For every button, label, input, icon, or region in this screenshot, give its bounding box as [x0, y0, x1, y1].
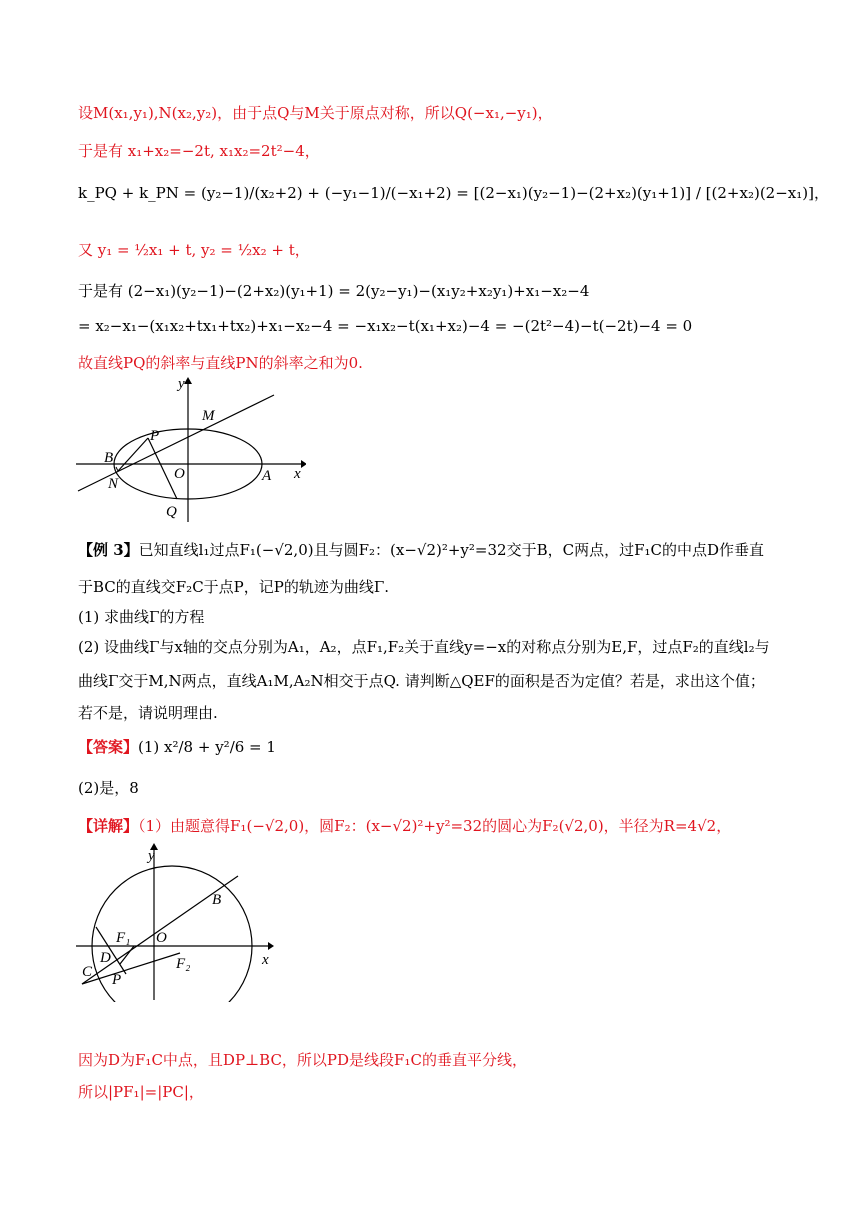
text-line-5: 于是有 (2−x₁)(y₂−1)−(2+x₂)(y₁+1) = 2(y₂−y₁)−(x₁y₂+x₂y₁)+x₁−x₂−4: [78, 282, 590, 300]
question-2-line-3: 若不是，请说明理由.: [78, 704, 218, 722]
question-1: (1) 求曲线Γ的方程: [78, 608, 205, 626]
text-line-6: = x₂−x₁−(x₁x₂+tx₁+tx₂)+x₁−x₂−4 = −x₁x₂−t(x₁+x₂)−4 = −(2t²−4)−t(−2t)−4 = 0: [78, 317, 693, 335]
fig2-label-x: x: [262, 952, 269, 968]
fig1-label-a: A: [262, 468, 272, 484]
fig2-label-b: B: [212, 892, 222, 908]
fig1-label-b: B: [104, 450, 114, 466]
example-3-tag: 【例 3】: [78, 541, 139, 559]
fig1-label-x: x: [294, 466, 301, 482]
fig1-label-y: y: [178, 376, 185, 392]
detail-text: （1）由题意得F₁(−√2,0)，圆F₂：(x−√2)²+y²=32的圆心为F₂(√2,0)，半径为R=4√2，: [138, 817, 732, 835]
fig1-label-q: Q: [166, 504, 177, 520]
formula-slope-sum: k_PQ + k_PN = (y₂−1)/(x₂+2) + (−y₁−1)/(−x₁+2) = [(2−x₁)(y₂−1)−(2+x₂)(y₁+1)] / [(2+x₂)(2−x₁)]，: [78, 184, 829, 202]
example-3-line-1: [78, 540, 764, 560]
circle-figure: [76, 842, 276, 1002]
answer-line-2: (2)是，8: [78, 779, 139, 797]
fig1-label-m: M: [202, 408, 215, 424]
question-2-line-1: (2) 设曲线Γ与x轴的交点分别为A₁，A₂，点F₁,F₂关于直线y=−x的对称点分别为E,F，过点F₂的直线l₂与: [78, 638, 770, 656]
fig1-label-p: P: [150, 428, 160, 444]
example-3-text: 已知直线l₁过点F₁(−√2,0)且与圆F₂：(x−√2)²+y²=32交于B，C两点，过F₁C的中点D作垂直: [138, 541, 764, 559]
question-2-line-2: 曲线Γ交于M,N两点，直线A₁M,A₂N相交于点Q. 请判断△QEF的面积是否为定值？若是，求出这个值；: [78, 672, 765, 690]
conclusion-line: 故直线PQ的斜率与直线PN的斜率之和为0.: [78, 354, 363, 372]
fig2-label-o: O: [156, 930, 167, 946]
fig1-label-n: N: [108, 476, 119, 492]
text-line-2: 于是有 x₁+x₂=−2t, x₁x₂=2t²−4，: [78, 142, 320, 160]
detail-tag: 【详解】: [78, 817, 139, 835]
example-3-line-2: 于BC的直线交F₂C于点P，记P的轨迹为曲线Γ.: [78, 578, 390, 596]
detail-line: [78, 816, 731, 836]
fig2-label-y: y: [148, 848, 155, 864]
answer-tag: 【答案】: [78, 738, 139, 756]
fig2-label-p: P: [112, 972, 122, 988]
text-line-1: 设M(x₁,y₁),N(x₂,y₂)，由于点Q与M关于原点对称，所以Q(−x₁,−y₁)，: [78, 104, 553, 122]
final-line-2: 所以|PF₁|=|PC|，: [78, 1083, 204, 1101]
fig2-label-f2: F₂: [176, 956, 191, 972]
fig2-label-c: C: [82, 964, 93, 980]
text-line-4: 又 y₁ = ½x₁ + t, y₂ = ½x₂ + t，: [78, 241, 310, 259]
final-line-1: 因为D为F₁C中点，且DP⊥BC，所以PD是线段F₁C的垂直平分线，: [78, 1051, 527, 1069]
fig2-label-d: D: [100, 950, 111, 966]
fig1-label-o: O: [174, 466, 185, 482]
answer-line-1: [78, 737, 276, 757]
fig2-label-f1: F₁: [116, 930, 131, 946]
answer-1: (1) x²/8 + y²/6 = 1: [138, 738, 276, 756]
ellipse-figure: [76, 374, 306, 524]
